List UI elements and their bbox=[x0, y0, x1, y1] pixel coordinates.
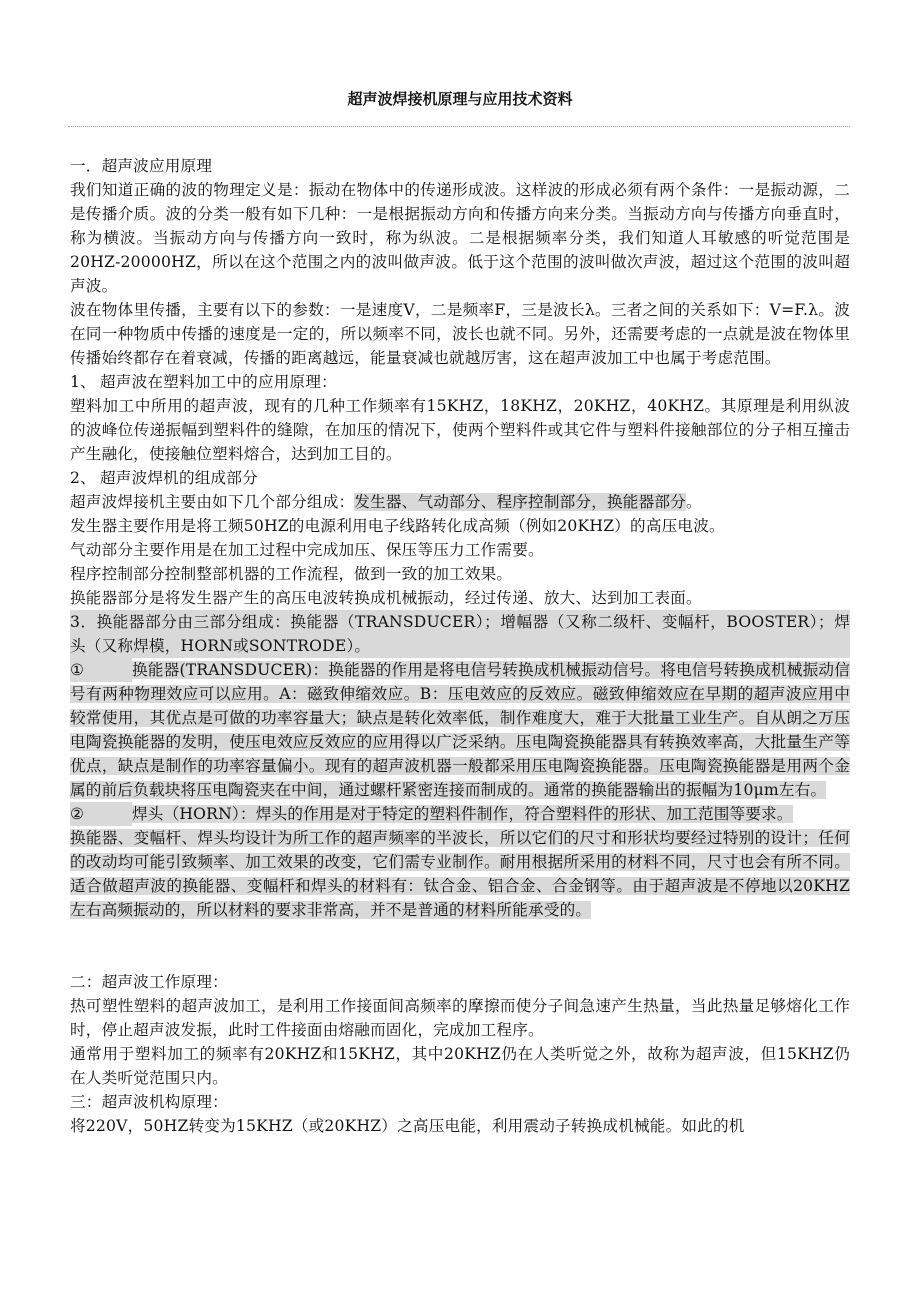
paragraph: 程序控制部分控制整部机器的工作流程，做到一致的加工效果。 bbox=[70, 565, 513, 583]
highlighted-paragraph: 3．换能器部分由三部分组成：换能器（TRANSDUCER）；增幅器（又称二级杆、变幅杆，BOOSTER）；焊头（又称焊模，HORN或SONTRODE）。 bbox=[70, 610, 850, 658]
section-heading: 一．超声波应用原理 bbox=[70, 157, 213, 175]
paragraph: 气动部分主要作用是在加工过程中完成加压、保压等压力工作需要。 bbox=[70, 541, 544, 559]
paragraph bbox=[70, 490, 850, 514]
paragraph: 换能器部分是将发生器产生的高压电波转换成机械振动，经过传递、放大、达到加工表面。 bbox=[70, 589, 702, 607]
section-heading: 三：超声波机构原理： bbox=[70, 1093, 228, 1111]
section-heading: 二：超声波工作原理： bbox=[70, 973, 228, 991]
document-body bbox=[70, 154, 850, 1138]
paragraph: 热可塑性塑料的超声波加工，是利用工作接面间高频率的摩擦而使分子间急速产生热量，当此热量足够熔化工作时，停止超声波发振，此时工件接面由熔融而固化，完成加工程序。 bbox=[70, 997, 850, 1039]
paragraph: 通常用于塑料加工的频率有20KHZ和15KHZ，其中20KHZ仍在人类听觉之外，故称为超声波，但15KHZ仍在人类听觉范围只内。 bbox=[70, 1045, 850, 1087]
highlighted-text: 换能器(TRANSDUCER)：换能器的作用是将电信号转换成机械振动信号。将电信号转换成机械振动信号有两种物理效应可以应用。A：磁致伸缩效应。B：压电效应的反效应。磁致伸缩效应在早期的超声波应用中较常使用，其优点是可做的功率容量大；缺点是转化效率低，制作难度大，难于大批量工业生产。 bbox=[70, 661, 850, 727]
highlighted-text: 换能器、变幅杆、焊头均设计为所工作的超声频率的半波长，所以它们的尺寸和形状均要经过特别的设计；任何的改动均可能引致频率、加工效果的改变，它们需专业制作。耐用根据所采用的材料不同，尺寸也会有所不同。适合做超声波的换能器、变幅杆和焊头的材料有：钛合金、铝合金、合金钢等。由于超声波是不停地以20KHZ左右高频振动的，所以材料的要求非常高，并不是普通的材料所能承受的。 bbox=[70, 829, 850, 919]
subsection-heading bbox=[70, 370, 850, 394]
spacer bbox=[70, 922, 850, 970]
paragraph: 塑料加工中所用的超声波，现有的几种工作频率有15KHZ，18KHZ，20KHZ，40KHZ。其原理是利用纵波的波峰位传递振幅到塑料件的缝隙，在加压的情况下，使两个塑料件或其它件与塑料件接触部位的分子相互撞击产生融化，使接触位塑料熔合，达到加工目的。 bbox=[70, 397, 850, 463]
subsection-number: 2、 bbox=[70, 469, 96, 487]
list-item bbox=[70, 658, 850, 802]
paragraph: 将220V，50HZ转变为15KHZ（或20KHZ）之高压电能，利用震动子转换成机械能。如此的机 bbox=[70, 1117, 745, 1135]
paragraph bbox=[70, 826, 850, 922]
text-run: 。 bbox=[685, 493, 702, 511]
title-divider bbox=[68, 126, 850, 127]
list-item bbox=[70, 802, 850, 826]
subsection-title: 超声波在塑料加工中的应用原理： bbox=[100, 373, 337, 391]
paragraph: 发生器主要作用是将工频50HZ的电源利用电子线路转化成高频（例如20KHZ）的高压电波。 bbox=[70, 517, 725, 535]
paragraph: 波在物体里传播，主要有以下的参数：一是速度V，二是频率F，三是波长λ。三者之间的关系如下：V=F.λ。波在同一种物质中传播的速度是一定的，所以频率不同，波长也就不同。另外，还需要考虑的一点就是波在物体里传播始终都存在着衰减，传播的距离越远，能量衰减也就越厉害，这在超声波加工中也属于考虑范围。 bbox=[70, 301, 850, 367]
subsection-number: 1、 bbox=[70, 373, 96, 391]
paragraph: 我们知道正确的波的物理定义是：振动在物体中的传递形成波。这样波的形成必须有两个条件：一是振动源，二是传播介质。波的分类一般有如下几种：一是根据振动方向和传播方向来分类。当振动方向与传播方向垂直时，称为横波。当振动方向与传播方向一致时，称为纵波。二是根据频率分类，我们知道人耳敏感的听觉范围是20HZ-20000HZ，所以在这个范围之内的波叫做声波。低于这个范围的波叫做次声波，超过这个范围的波叫超声波。 bbox=[70, 181, 850, 295]
subsection-title: 超声波焊机的组成部分 bbox=[100, 469, 258, 487]
list-number: ① bbox=[70, 658, 132, 682]
highlighted-text: 发生器、气动部分、程序控制部分，换能器部分 bbox=[354, 493, 686, 511]
subsection-heading bbox=[70, 466, 850, 490]
document-title: 超声波焊接机原理与应用技术资料 bbox=[347, 90, 573, 108]
text-run: 超声波焊接机主要由如下几个部分组成： bbox=[70, 493, 355, 511]
highlighted-text: 焊头（HORN）：焊头的作用是对于特定的塑料件制作，符合塑料件的形状、加工范围等要求。 bbox=[132, 805, 793, 823]
list-number: ② bbox=[70, 802, 132, 826]
highlighted-text: 自从朗之万压电陶瓷换能器的发明，使压电效应反效应的应用得以广泛采纳。压电陶瓷换能器具有转换效率高，大批量生产等优点，缺点是制作的功率容量偏小。现有的超声波机器一般都采用压电陶瓷换能器。压电陶瓷换能器是用两个金属的前后负载块将压电陶瓷夹在中间，通过螺杆紧密连接而制成的。通常的换能器输出的振幅为10μm左右。 bbox=[70, 709, 850, 799]
